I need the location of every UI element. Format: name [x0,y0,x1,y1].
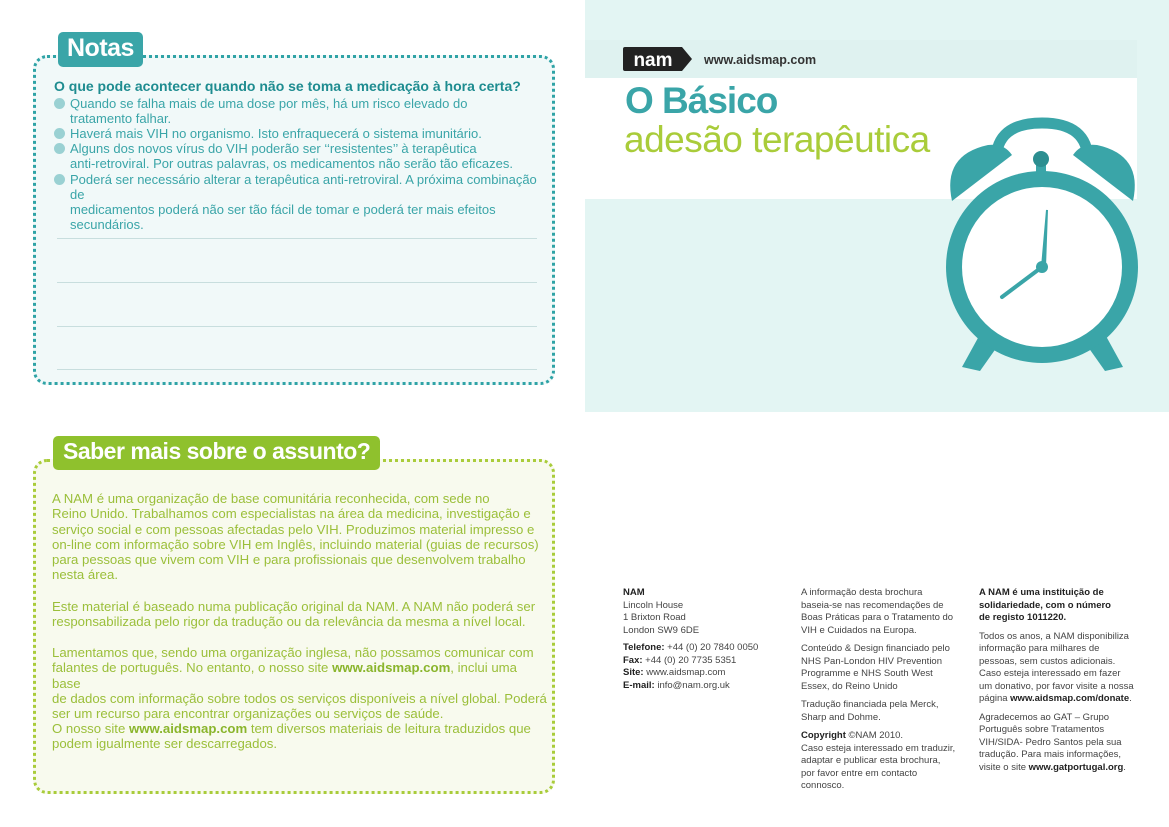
bullet-dot-icon [54,98,65,109]
note-writing-line[interactable] [57,326,537,327]
charity-column: A NAM é uma instituição de solidariedade, com o número de registo 1011220. Todos os anos, a NAM disponibiliza informação para milhares de pessoas, sem custos adicionais. Caso esteja interessado em fazer um donativo, por favor visite a nossa página www.aidsmap.com/donate. Agradecemos ao GAT – Grupo Português sobre Tratamentos VIH/SIDA- Pedro Santos pela sua tradução. Para mais informações, visite o site www.gatportugal.org. [979,587,1134,773]
donate-link[interactable]: www.aidsmap.com/donate [1010,693,1130,704]
learn-more-paragraph: Lamentamos que, sendo uma organização inglesa, não possamos comunicar com falantes de português. No entanto, o nosso site www.aidsmap.com, inclui uma base de dados com informação sobre todos os serviços disponíveis a nível global. Poderá ser um recurso para encontrar organizações ou serviços de saúde. [52,645,547,722]
aidsmap-link[interactable]: www.aidsmap.com [128,721,248,736]
bullet-line: Quando se falha mais de uma dose por mês, há um risco elevado do [70,96,468,111]
bullet-line: tratamento falhar. [70,111,172,126]
alarm-clock-icon [940,115,1145,380]
note-writing-line[interactable] [57,238,537,239]
bullet-dot-icon [54,143,65,154]
learn-more-paragraph: O nosso site www.aidsmap.com tem diversos materiais de leitura traduzidos que podem igualmente ser descarregados. [52,721,531,752]
note-writing-line[interactable] [57,369,537,370]
learn-more-paragraph: A NAM é uma organização de base comunitária reconhecida, com sede no Reino Unido. Trabalhamos com especialistas na área da medicina, investigação e serviço social e com pessoas afectadas pelo VIH. Produzimos material impresso e on-line com informação sobre VIH em Inglês, incluindo material (guias de recursos) para pessoas que vivem com VIH e para profissionais que desenvolvem trabalho nesta área. [52,491,539,583]
notes-bullet [54,172,554,232]
bullet-line: Haverá mais VIH no organismo. Isto enfraquecerá o sistema imunitário. [70,126,482,141]
learn-more-title: Saber mais sobre o assunto? [53,436,380,470]
cover-subtitle: adesão terapêutica [624,119,930,160]
site-link[interactable]: www.aidsmap.com [643,667,726,678]
nam-logo-icon [622,45,694,73]
info-column: A informação desta brochura baseia-se nas recomendações de Boas Práticas para o Tratamento do VIH e Cuidados na Europa. Conteúdo & Design financiado pelo NHS Pan-London HIV Prevention Programme e NHS South West Essex, do Reino Unido Tradução financiada pela Merck, Sharp and Dohme. Copyright ©NAM 2010. Caso esteja interessado em traduzir, adaptar e publicar esta brochura, por favor entre em contacto connosco. [801,587,956,791]
email-link[interactable]: info@nam.org.uk [654,679,730,691]
notes-bullet [54,141,554,171]
note-writing-line[interactable] [57,282,537,283]
bullet-line: Alguns dos novos vírus do VIH poderão ser ‘‘resistentes’’ à terapêutica [70,141,477,156]
cover-url[interactable]: www.aidsmap.com [704,53,817,67]
notes-bullet [54,96,554,126]
bullet-line: Poderá ser necessário alterar a terapêutica anti-retroviral. A próxima combinação de [70,172,537,202]
contact-column: NAM Lincoln House 1 Brixton Road London SW9 6DE Telefone: +44 (0) 20 7840 0050 Fax: +44 (0) 20 7735 5351 Site: www.aidsmap.com E-mail: info@nam.org.uk [623,587,759,691]
notes-title: Notas [58,32,143,67]
cover-title: O Básico [625,80,778,121]
notes-question: O que pode acontecer quando não se toma a medicação à hora certa? [54,78,521,94]
bullet-line: medicamentos poderá não ser tão fácil de tomar e poderá ter mais efeitos secundários. [70,202,496,232]
learn-more-paragraph: Este material é baseado numa publicação original da NAM. A NAM não poderá ser responsabilizada pelo rigor da tradução ou da relevância da mesma a nível local. [52,599,536,630]
bullet-line: anti-retroviral. Por outras palavras, os medicamentos não serão tão eficazes. [70,156,513,171]
gat-link[interactable]: www.gatportugal.org [1028,761,1124,773]
bullet-dot-icon [54,174,65,185]
nam-logo-text: nam [633,50,673,71]
aidsmap-link[interactable]: www.aidsmap.com [332,660,451,676]
bullet-dot-icon [54,128,65,139]
notes-bullet [54,126,554,141]
